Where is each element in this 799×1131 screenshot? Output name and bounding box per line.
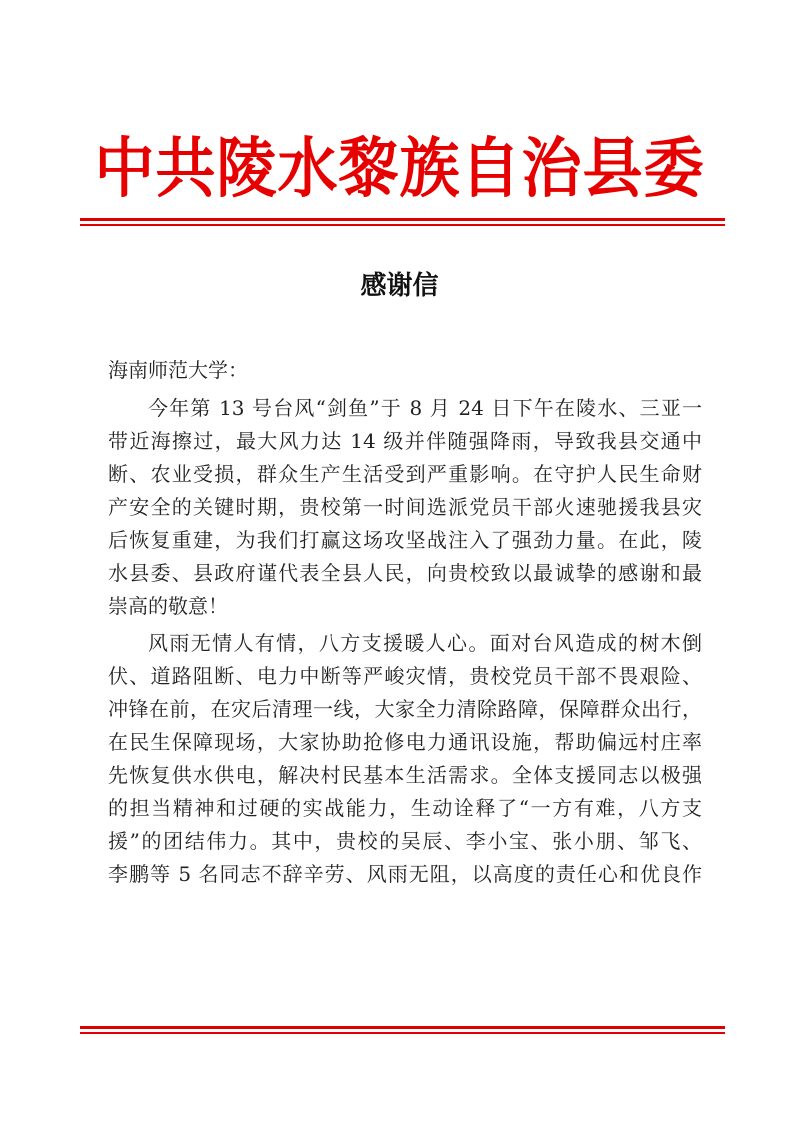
- paragraph-line: 产安全的关键时期，贵校第一时间选派党员干部火速驰援我县灾: [108, 495, 702, 519]
- footer-divider-thin: [80, 1032, 725, 1034]
- header-divider: [80, 218, 725, 227]
- paragraph-line: 李鹏等 5 名同志不辞辛劳、风雨无阻，以高度的责任心和优良作: [108, 862, 702, 886]
- paragraph-line: 水县委、县政府谨代表全县人民，向贵校致以最诚挚的感谢和最: [108, 561, 702, 585]
- paragraph-line: 援”的团结伟力。其中，贵校的吴辰、李小宝、张小朋、邹飞、: [108, 829, 702, 853]
- letter-title: 感谢信: [360, 271, 439, 301]
- footer-divider: [80, 1026, 725, 1035]
- paragraph-line: 风雨无情人有情，八方支援暖人心。面对台风造成的树木倒: [148, 631, 702, 655]
- footer-divider-thick: [80, 1026, 725, 1029]
- paragraph-line: 断、农业受损，群众生产生活受到严重影响。在守护人民生命财: [108, 462, 702, 486]
- paragraph-1: [108, 392, 702, 623]
- paragraph-line: 后恢复重建，为我们打赢这场攻坚战注入了强劲力量。在此，陵: [108, 528, 702, 552]
- header-divider-thick: [80, 218, 725, 221]
- paragraph-2: [108, 627, 702, 891]
- paragraph-line: 的担当精神和过硬的实战能力，生动诠释了“一方有难，八方支: [108, 796, 702, 820]
- paragraph-line: 冲锋在前，在灾后清理一线，大家全力清除路障，保障群众出行，: [108, 697, 702, 721]
- paragraph-line: 先恢复供水供电，解决村民基本生活需求。全体支援同志以极强: [108, 763, 702, 787]
- header-divider-thin: [80, 224, 725, 226]
- letter-body: [108, 392, 702, 891]
- letter-salutation: 海南师范大学：: [108, 358, 248, 382]
- paragraph-line: 带近海擦过，最大风力达 14 级并伴随强降雨，导致我县交通中: [108, 429, 702, 453]
- organization-masthead: 中共陵水黎族自治县委: [94, 131, 705, 207]
- paragraph-line: 在民生保障现场，大家协助抢修电力通讯设施，帮助偏远村庄率: [108, 730, 702, 754]
- paragraph-line: 伏、道路阻断、电力中断等严峻灾情，贵校党员干部不畏艰险、: [108, 664, 702, 688]
- paragraph-line: 崇高的敬意！: [108, 594, 228, 618]
- paragraph-line: 今年第 13 号台风“剑鱼”于 8 月 24 日下午在陵水、三亚一: [148, 396, 702, 420]
